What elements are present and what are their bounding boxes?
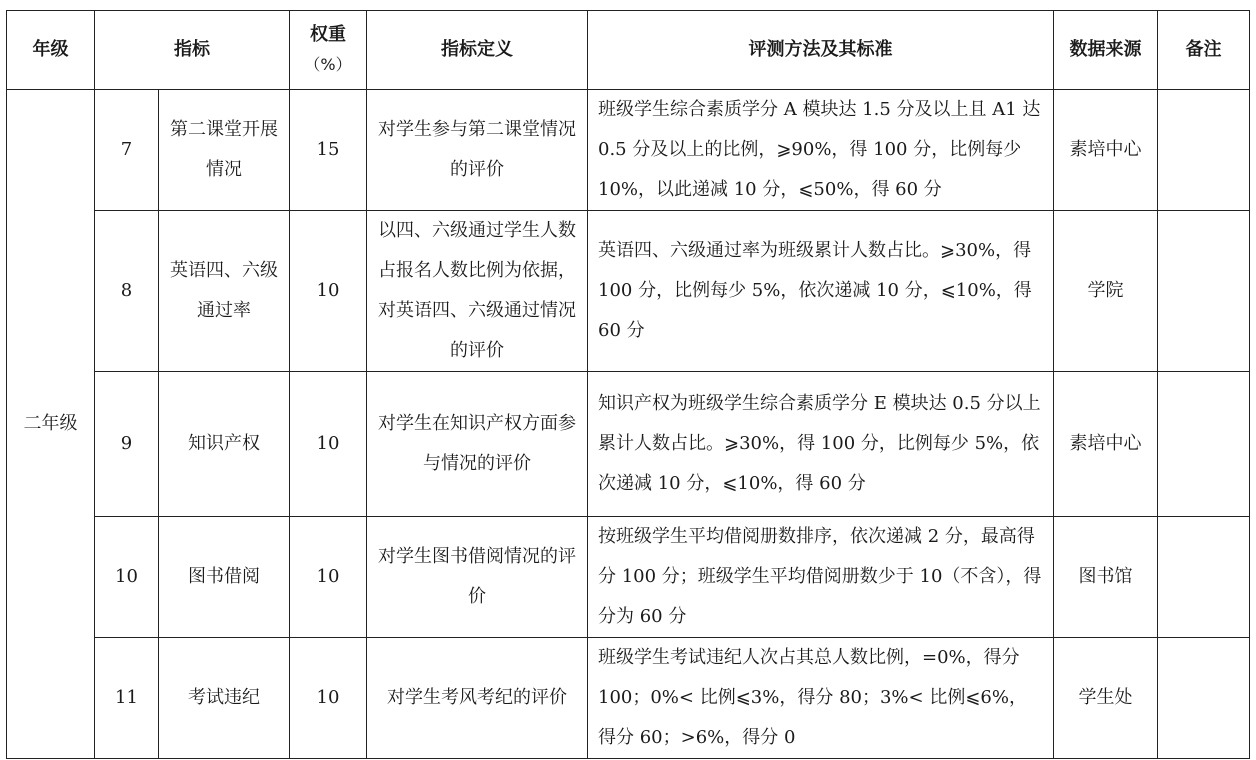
table-row bbox=[7, 90, 1250, 211]
weight-value: 10 bbox=[290, 211, 367, 372]
weight-value: 10 bbox=[290, 517, 367, 638]
table-row bbox=[7, 517, 1250, 638]
indicator-definition: 对学生参与第二课堂情况的评价 bbox=[367, 90, 588, 211]
indicator-name: 知识产权 bbox=[159, 372, 290, 517]
header-row bbox=[7, 11, 1250, 90]
table-row bbox=[7, 638, 1250, 759]
indicator-definition: 对学生考风考纪的评价 bbox=[367, 638, 588, 759]
row-number: 11 bbox=[95, 638, 159, 759]
header-note: 备注 bbox=[1158, 11, 1250, 90]
header-weight-label: 权重 bbox=[310, 24, 346, 45]
header-weight-unit: （%） bbox=[304, 55, 352, 74]
evaluation-method: 班级学生考试违纪人次占其总人数比例，=0%，得分 100；0%< 比例⩽3%，得分 80；3%< 比例⩽6%，得分 60；>6%，得分 0 bbox=[588, 638, 1054, 759]
evaluation-method: 知识产权为班级学生综合素质学分 E 模块达 0.5 分以上累计人数占比。⩾30%，得 100 分，比例每少 5%，依次递减 10 分，⩽10%，得 60 分 bbox=[588, 372, 1054, 517]
data-source: 学生处 bbox=[1054, 638, 1158, 759]
indicator-name: 英语四、六级通过率 bbox=[159, 211, 290, 372]
header-method: 评测方法及其标准 bbox=[588, 11, 1054, 90]
indicator-definition: 对学生图书借阅情况的评价 bbox=[367, 517, 588, 638]
evaluation-table bbox=[6, 10, 1250, 759]
header-indicator: 指标 bbox=[95, 11, 290, 90]
table-row bbox=[7, 372, 1250, 517]
row-number: 8 bbox=[95, 211, 159, 372]
row-number: 7 bbox=[95, 90, 159, 211]
header-weight bbox=[290, 11, 367, 90]
note-cell bbox=[1158, 372, 1250, 517]
weight-value: 10 bbox=[290, 372, 367, 517]
indicator-name: 图书借阅 bbox=[159, 517, 290, 638]
indicator-definition: 以四、六级通过学生人数占报名人数比例为依据，对英语四、六级通过情况的评价 bbox=[367, 211, 588, 372]
data-source: 图书馆 bbox=[1054, 517, 1158, 638]
indicator-name: 第二课堂开展情况 bbox=[159, 90, 290, 211]
header-grade: 年级 bbox=[7, 11, 95, 90]
evaluation-method: 英语四、六级通过率为班级累计人数占比。⩾30%，得 100 分，比例每少 5%，依次递减 10 分，⩽10%，得 60 分 bbox=[588, 211, 1054, 372]
header-source: 数据来源 bbox=[1054, 11, 1158, 90]
note-cell bbox=[1158, 211, 1250, 372]
indicator-definition: 对学生在知识产权方面参与情况的评价 bbox=[367, 372, 588, 517]
indicator-name: 考试违纪 bbox=[159, 638, 290, 759]
grade-cell: 二年级 bbox=[7, 90, 95, 759]
row-number: 10 bbox=[95, 517, 159, 638]
evaluation-method: 按班级学生平均借阅册数排序，依次递减 2 分，最高得分 100 分；班级学生平均借阅册数少于 10（不含），得分为 60 分 bbox=[588, 517, 1054, 638]
header-definition: 指标定义 bbox=[367, 11, 588, 90]
note-cell bbox=[1158, 517, 1250, 638]
data-source: 素培中心 bbox=[1054, 90, 1158, 211]
note-cell bbox=[1158, 638, 1250, 759]
data-source: 素培中心 bbox=[1054, 372, 1158, 517]
row-number: 9 bbox=[95, 372, 159, 517]
evaluation-method: 班级学生综合素质学分 A 模块达 1.5 分及以上且 A1 达 0.5 分及以上的比例，⩾90%，得 100 分，比例每少 10%，以此递减 10 分，⩽50%，得 60 分 bbox=[588, 90, 1054, 211]
weight-value: 10 bbox=[290, 638, 367, 759]
note-cell bbox=[1158, 90, 1250, 211]
weight-value: 15 bbox=[290, 90, 367, 211]
data-source: 学院 bbox=[1054, 211, 1158, 372]
table-row bbox=[7, 211, 1250, 372]
